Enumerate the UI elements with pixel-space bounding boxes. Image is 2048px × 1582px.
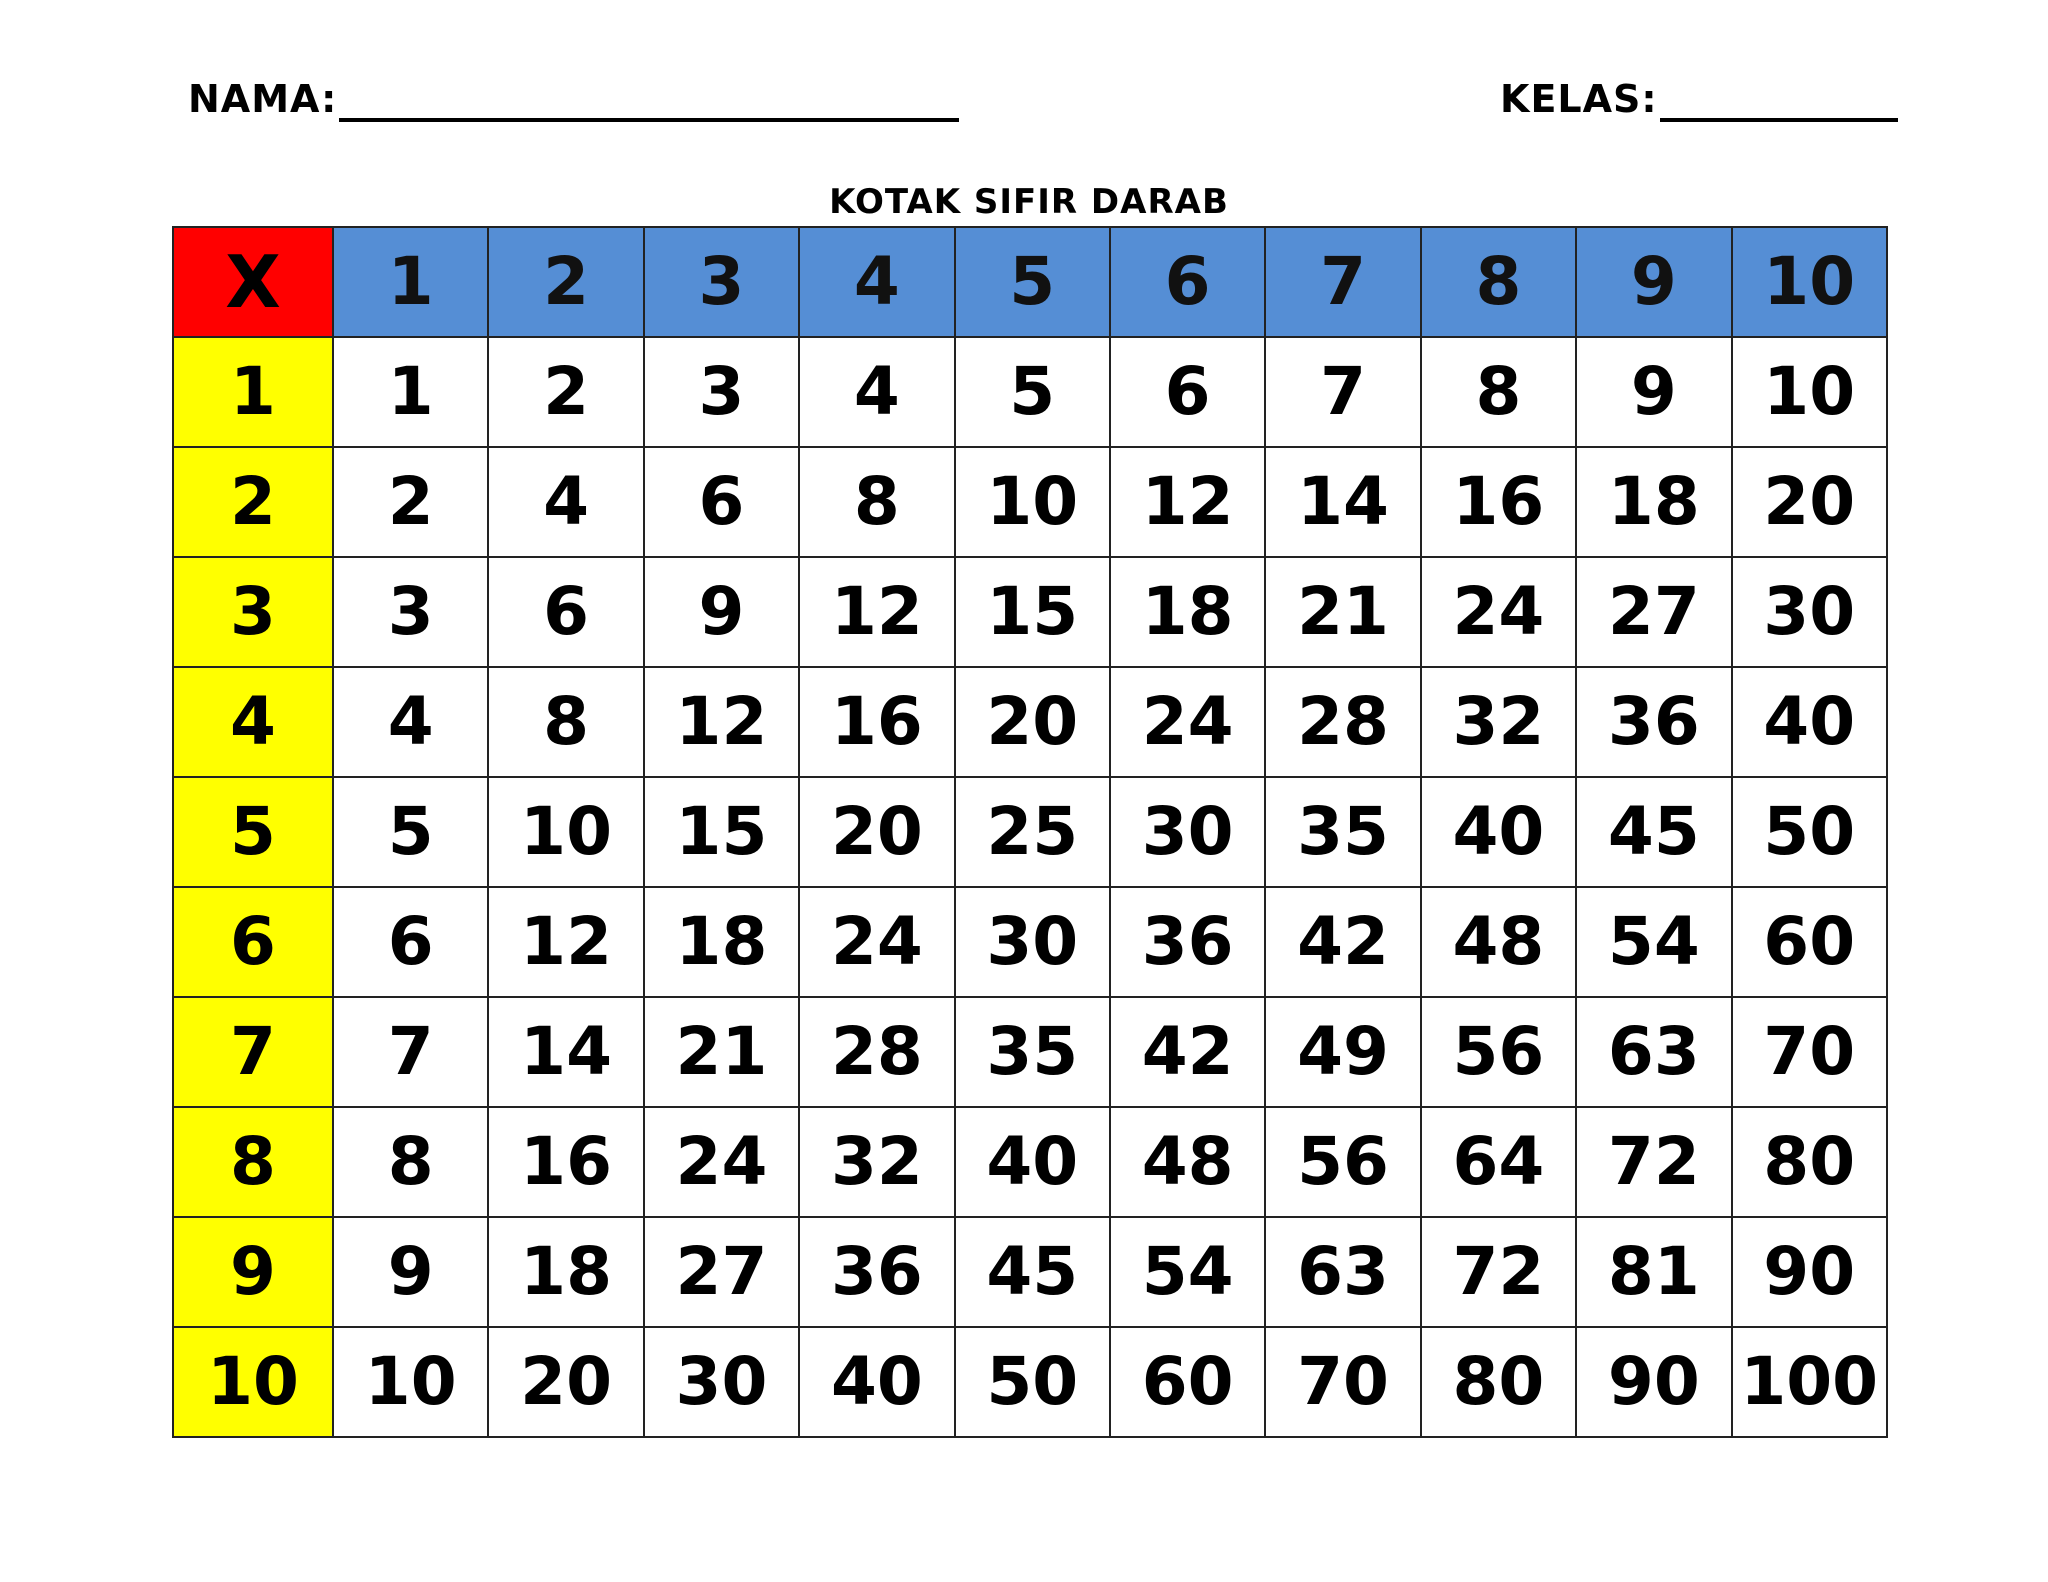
- column-header: 2: [488, 227, 643, 337]
- table-cell: 12: [799, 557, 954, 667]
- table-cell: 50: [955, 1327, 1110, 1437]
- kelas-field[interactable]: [1500, 78, 1898, 122]
- table-cell: 27: [1576, 557, 1731, 667]
- table-cell: 8: [488, 667, 643, 777]
- table-row: [173, 557, 1887, 667]
- header-row: [173, 227, 1887, 337]
- table-cell: 40: [799, 1327, 954, 1437]
- table-cell: 60: [1110, 1327, 1265, 1437]
- table-cell: 12: [488, 887, 643, 997]
- table-cell: 56: [1421, 997, 1576, 1107]
- row-header: 4: [173, 667, 333, 777]
- table-cell: 40: [1732, 667, 1887, 777]
- table-cell: 80: [1732, 1107, 1887, 1217]
- row-header: 1: [173, 337, 333, 447]
- table-cell: 56: [1265, 1107, 1420, 1217]
- table-cell: 36: [799, 1217, 954, 1327]
- kelas-label: KELAS:: [1500, 77, 1658, 121]
- column-header: 9: [1576, 227, 1731, 337]
- table-cell: 15: [644, 777, 799, 887]
- table-cell: 9: [333, 1217, 488, 1327]
- column-header: 4: [799, 227, 954, 337]
- table-row: [173, 337, 1887, 447]
- page-title: KOTAK SIFIR DARAB: [829, 182, 1229, 222]
- table-cell: 6: [333, 887, 488, 997]
- table-cell: 18: [488, 1217, 643, 1327]
- table-cell: 18: [644, 887, 799, 997]
- table-cell: 2: [333, 447, 488, 557]
- table-cell: 40: [955, 1107, 1110, 1217]
- table-cell: 1: [333, 337, 488, 447]
- nama-label: NAMA:: [188, 77, 338, 121]
- table-row: [173, 997, 1887, 1107]
- table-row: [173, 1327, 1887, 1437]
- table-cell: 16: [799, 667, 954, 777]
- table-cell: 20: [488, 1327, 643, 1437]
- table-cell: 63: [1265, 1217, 1420, 1327]
- row-header: 5: [173, 777, 333, 887]
- table-cell: 70: [1265, 1327, 1420, 1437]
- column-header: 8: [1421, 227, 1576, 337]
- table-cell: 35: [955, 997, 1110, 1107]
- table-cell: 72: [1576, 1107, 1731, 1217]
- table-cell: 3: [333, 557, 488, 667]
- table-cell: 4: [333, 667, 488, 777]
- table-cell: 42: [1110, 997, 1265, 1107]
- table-cell: 4: [488, 447, 643, 557]
- column-header: 5: [955, 227, 1110, 337]
- table-cell: 36: [1110, 887, 1265, 997]
- table-cell: 49: [1265, 997, 1420, 1107]
- table-row: [173, 447, 1887, 557]
- table-cell: 24: [1110, 667, 1265, 777]
- column-header: 1: [333, 227, 488, 337]
- table-cell: 20: [1732, 447, 1887, 557]
- table-cell: 60: [1732, 887, 1887, 997]
- table-cell: 10: [333, 1327, 488, 1437]
- table-row: [173, 1217, 1887, 1327]
- table-cell: 21: [644, 997, 799, 1107]
- table-cell: 9: [1576, 337, 1731, 447]
- table-cell: 12: [644, 667, 799, 777]
- table-cell: 5: [955, 337, 1110, 447]
- table-cell: 10: [955, 447, 1110, 557]
- table-cell: 7: [1265, 337, 1420, 447]
- row-header: 2: [173, 447, 333, 557]
- table-cell: 42: [1265, 887, 1420, 997]
- table-cell: 48: [1110, 1107, 1265, 1217]
- table-cell: 45: [1576, 777, 1731, 887]
- table-cell: 3: [644, 337, 799, 447]
- table-cell: 32: [1421, 667, 1576, 777]
- table-cell: 14: [1265, 447, 1420, 557]
- table-cell: 27: [644, 1217, 799, 1327]
- table-cell: 54: [1576, 887, 1731, 997]
- row-header: 8: [173, 1107, 333, 1217]
- table-cell: 21: [1265, 557, 1420, 667]
- table-cell: 81: [1576, 1217, 1731, 1327]
- table-cell: 90: [1732, 1217, 1887, 1327]
- kelas-blank-line[interactable]: [1660, 78, 1898, 122]
- table-cell: 30: [955, 887, 1110, 997]
- table-cell: 72: [1421, 1217, 1576, 1327]
- table-cell: 48: [1421, 887, 1576, 997]
- table-cell: 28: [799, 997, 954, 1107]
- table-cell: 80: [1421, 1327, 1576, 1437]
- row-header: 3: [173, 557, 333, 667]
- table-cell: 24: [644, 1107, 799, 1217]
- nama-field[interactable]: [188, 78, 959, 122]
- table-cell: 64: [1421, 1107, 1576, 1217]
- table-cell: 6: [488, 557, 643, 667]
- row-header: 10: [173, 1327, 333, 1437]
- table-cell: 24: [1421, 557, 1576, 667]
- table-cell: 18: [1110, 557, 1265, 667]
- table-cell: 30: [1110, 777, 1265, 887]
- table-cell: 8: [1421, 337, 1576, 447]
- table-row: [173, 1107, 1887, 1217]
- column-header: 10: [1732, 227, 1887, 337]
- table-cell: 10: [488, 777, 643, 887]
- table-cell: 5: [333, 777, 488, 887]
- column-header: 6: [1110, 227, 1265, 337]
- table-cell: 24: [799, 887, 954, 997]
- table-cell: 36: [1576, 667, 1731, 777]
- table-cell: 10: [1732, 337, 1887, 447]
- table-cell: 6: [644, 447, 799, 557]
- table-cell: 35: [1265, 777, 1420, 887]
- table-cell: 2: [488, 337, 643, 447]
- table-cell: 8: [333, 1107, 488, 1217]
- table-cell: 30: [1732, 557, 1887, 667]
- table-cell: 15: [955, 557, 1110, 667]
- column-header: 7: [1265, 227, 1420, 337]
- table-cell: 54: [1110, 1217, 1265, 1327]
- table-cell: 6: [1110, 337, 1265, 447]
- table-row: [173, 667, 1887, 777]
- table-cell: 18: [1576, 447, 1731, 557]
- table-cell: 8: [799, 447, 954, 557]
- table-cell: 30: [644, 1327, 799, 1437]
- table-cell: 16: [488, 1107, 643, 1217]
- table-cell: 90: [1576, 1327, 1731, 1437]
- table-row: [173, 887, 1887, 997]
- multiplication-table: [172, 226, 1888, 1438]
- table-cell: 12: [1110, 447, 1265, 557]
- table-cell: 20: [955, 667, 1110, 777]
- table-cell: 7: [333, 997, 488, 1107]
- table-cell: 20: [799, 777, 954, 887]
- row-header: 6: [173, 887, 333, 997]
- table-cell: 70: [1732, 997, 1887, 1107]
- corner-cell: X: [173, 227, 333, 337]
- table-cell: 28: [1265, 667, 1420, 777]
- column-header: 3: [644, 227, 799, 337]
- table-cell: 100: [1732, 1327, 1887, 1437]
- table-cell: 9: [644, 557, 799, 667]
- table-cell: 50: [1732, 777, 1887, 887]
- row-header: 7: [173, 997, 333, 1107]
- row-header: 9: [173, 1217, 333, 1327]
- table-cell: 14: [488, 997, 643, 1107]
- table-cell: 45: [955, 1217, 1110, 1327]
- table-cell: 40: [1421, 777, 1576, 887]
- table-cell: 4: [799, 337, 954, 447]
- table-cell: 63: [1576, 997, 1731, 1107]
- nama-blank-line[interactable]: [339, 78, 959, 122]
- table-cell: 32: [799, 1107, 954, 1217]
- table-cell: 16: [1421, 447, 1576, 557]
- table-row: [173, 777, 1887, 887]
- table-cell: 25: [955, 777, 1110, 887]
